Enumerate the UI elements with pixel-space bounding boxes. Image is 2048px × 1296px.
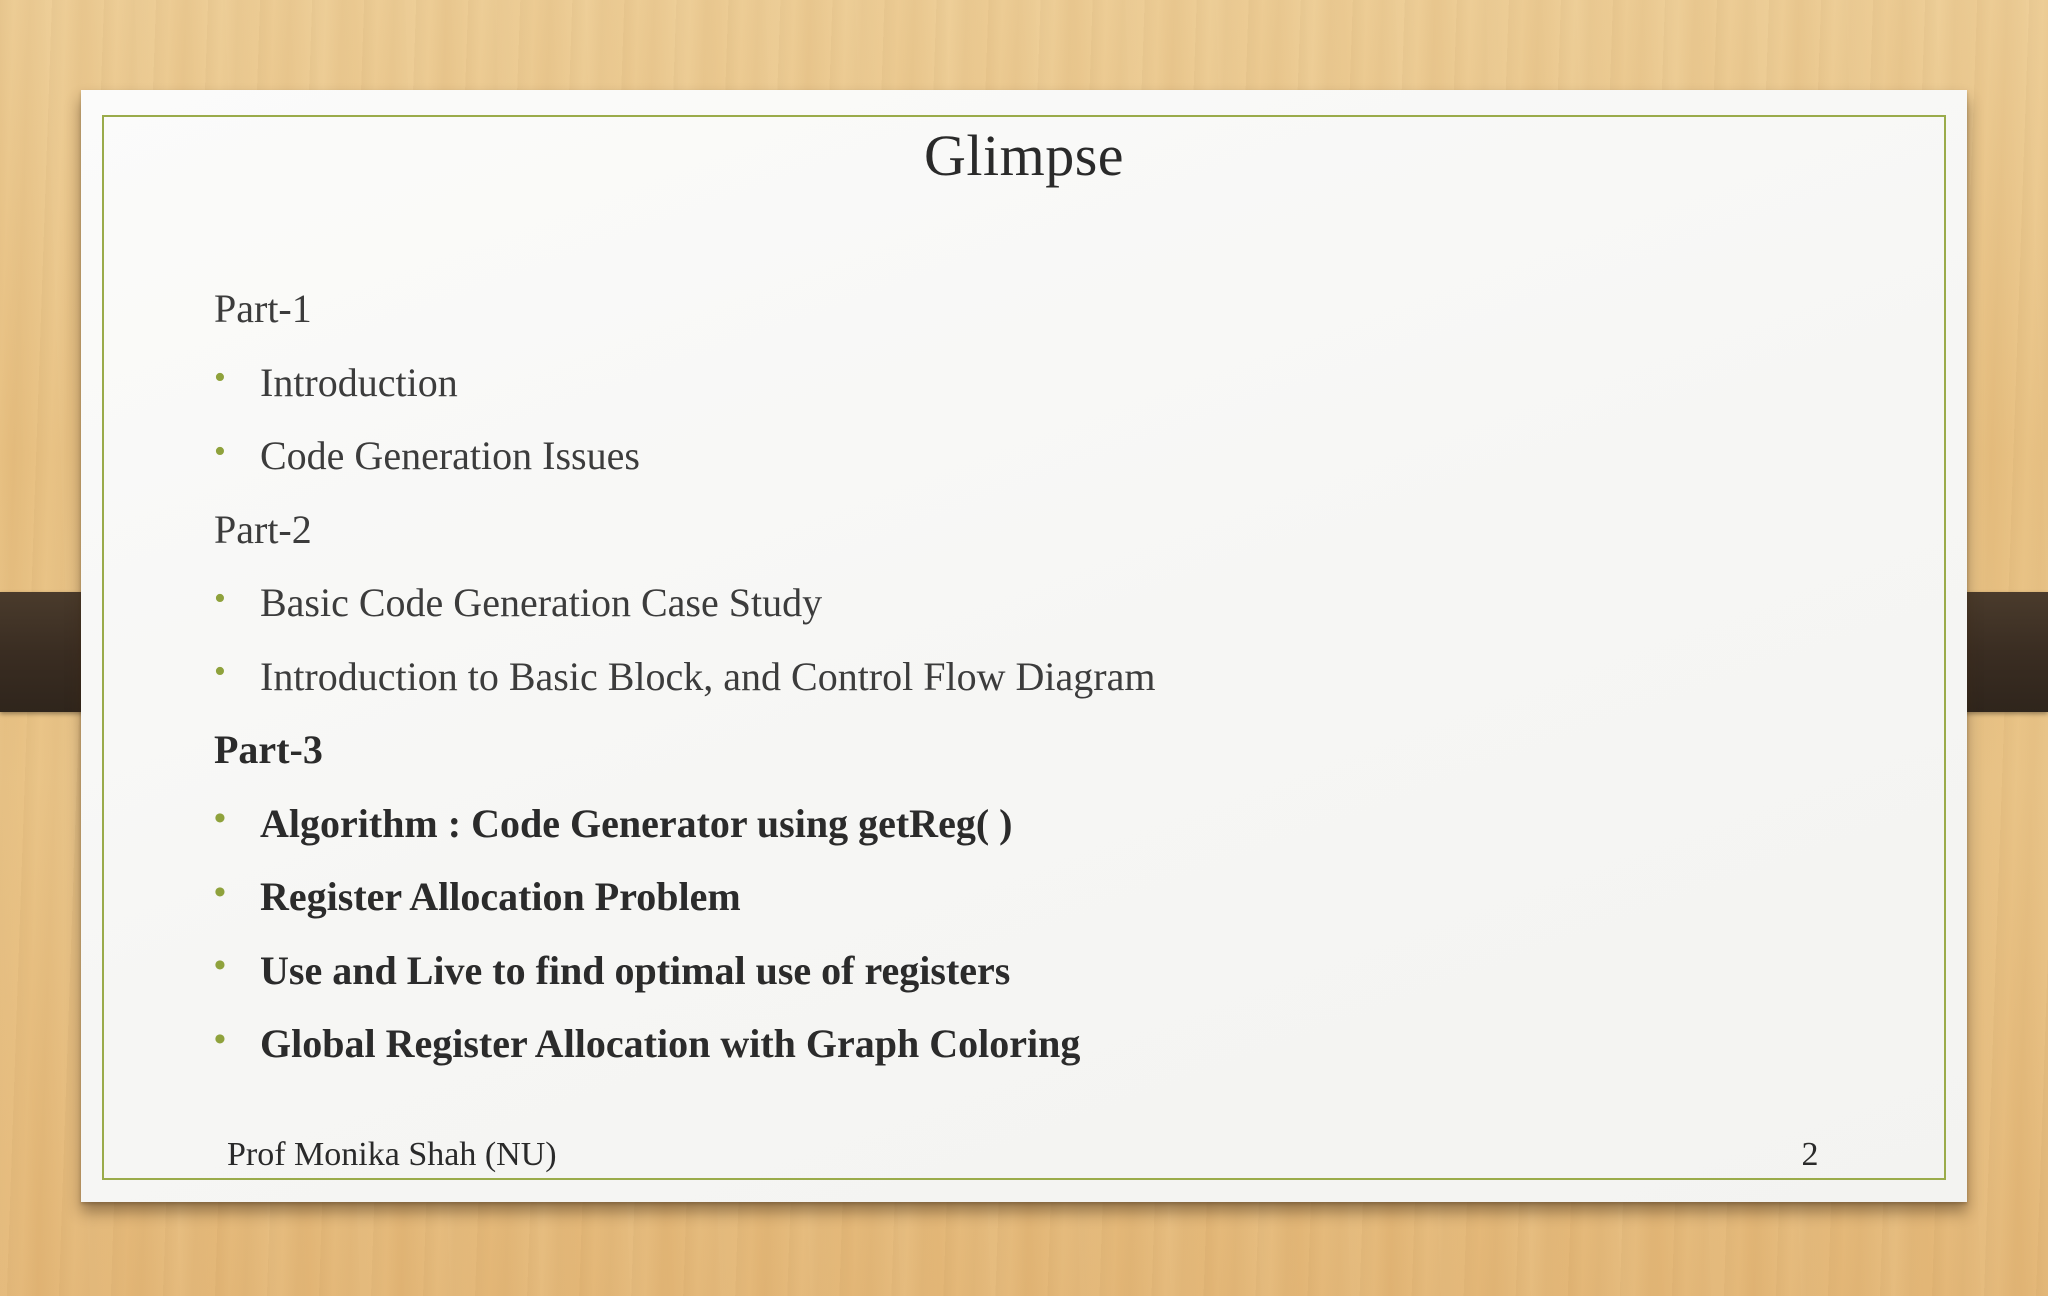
bullet-icon: • [214, 800, 226, 838]
list-item-text: Use and Live to find optimal use of registers [260, 947, 1011, 993]
list-item-text: Algorithm : Code Generator using getReg( ) [260, 800, 1013, 846]
footer-author: Prof Monika Shah (NU) [227, 1136, 557, 1173]
bullet-icon: • [214, 1020, 226, 1058]
list-item-text: Introduction to Basic Block, and Control Flow Diagram [260, 653, 1156, 699]
list-item [214, 566, 1714, 640]
slide-title: Glimpse [923, 123, 1125, 188]
list-item-text: Global Register Allocation with Graph Coloring [260, 1021, 1081, 1067]
bullet-icon: • [214, 359, 226, 397]
slide-content [214, 272, 1714, 1081]
list-item [214, 419, 1714, 493]
bullet-icon: • [214, 947, 226, 985]
list-item [214, 934, 1714, 1008]
page-number: 2 [1801, 1136, 1819, 1173]
bullet-icon: • [214, 432, 226, 470]
list-item [214, 1007, 1714, 1081]
list-item [214, 787, 1714, 861]
list-item-text: Register Allocation Problem [260, 874, 741, 920]
bullet-icon: • [214, 579, 226, 617]
list-item-text: Basic Code Generation Case Study [260, 580, 823, 626]
bullet-icon: • [214, 653, 226, 691]
list-item [214, 346, 1714, 420]
bullet-icon: • [214, 873, 226, 911]
list-item [214, 860, 1714, 934]
list-item-text: Code Generation Issues [260, 433, 640, 479]
list-item [214, 640, 1714, 714]
section-heading-part-2: Part-2 [214, 506, 312, 552]
section-heading-part-3: Part-3 [214, 727, 323, 773]
list-item-text: Introduction [260, 359, 458, 405]
section-heading-part-1: Part-1 [214, 286, 312, 332]
